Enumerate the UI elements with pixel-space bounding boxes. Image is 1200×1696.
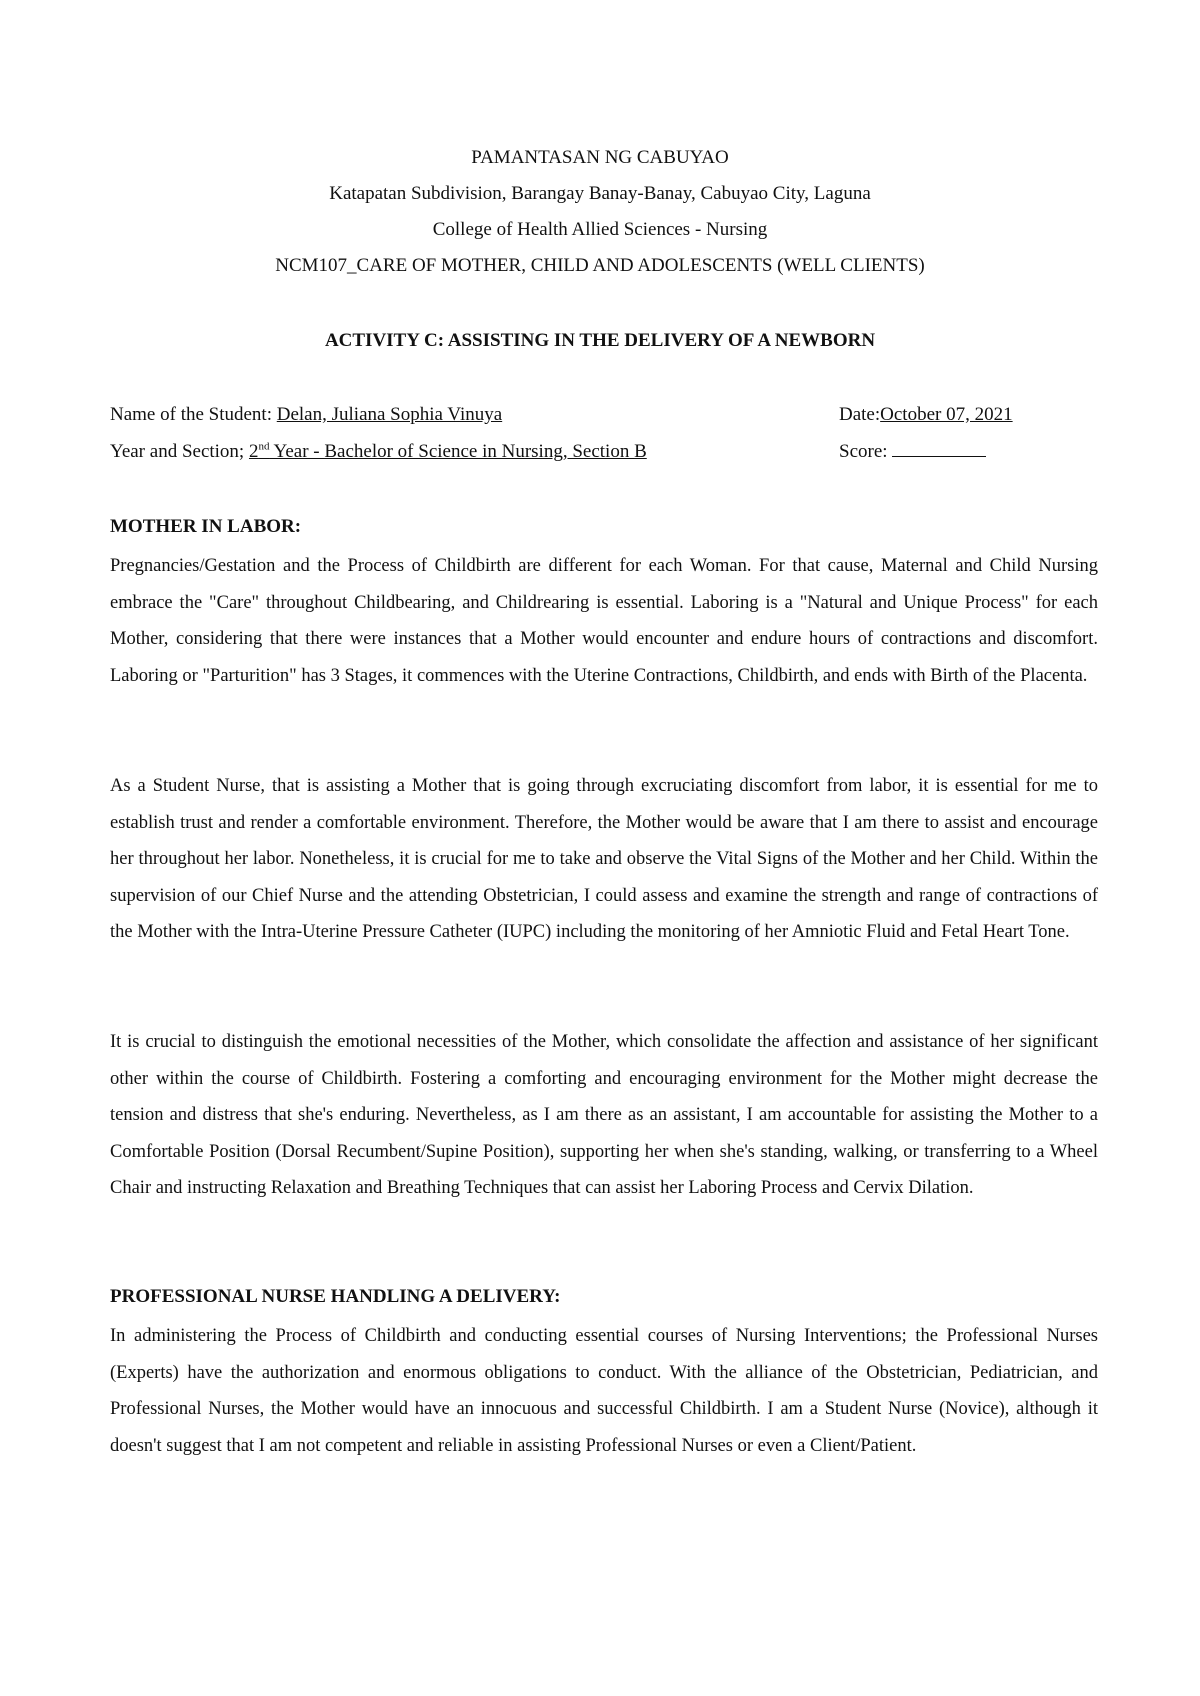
student-name-field [110,400,502,430]
score-label: Score: [839,441,893,462]
activity-title: ACTIVITY C: ASSISTING IN THE DELIVERY OF A NEWBORN [324,330,876,351]
paragraph-labor-2: As a Student Nurse, that is assisting a Mother that is going through excruciating discomfort from labor, it is essential for me to establish trust and render a comfortable environment. Therefore, the Mother would be aware that I am there to assist and encourage her throughout her labor. Nonetheless, it is crucial for me to take and observe the Vital Signs of the Mother and her Child. Within the supervision of our Chief Nurse and the attending Obstetrician, I could assess and examine the strength and range of contractions of the Mother with the Intra-Uterine Pressure Catheter (IUPC) including the monitoring of her Amniotic Fluid and Fetal Heart Tone. [110,776,1098,942]
document-header [0,140,1200,284]
paragraph-labor-3: It is crucial to distinguish the emotional necessities of the Mother, which consolidate the affection and assistance of her significant other within the course of Childbirth. Fostering a comforting and encouraging environment for the Mother might decrease the tension and distress that she's enduring. Nevertheless, as I am there as an assistant, I am accountable for assisting the Mother to a Comfortable Position (Dorsal Recumbent/Supine Position), supporting her when she's standing, walking, or transferring to a Wheel Chair and instructing Relaxation and Breathing Techniques that can assist her Laboring Process and Cervix Dilation. [110,1032,1098,1198]
date-value: October 07, 2021 [880,404,1013,425]
section-heading-mother-in-labor: MOTHER IN LABOR: [110,516,302,537]
student-name-label: Name of the Student: [110,404,277,425]
student-name-value: Delan, Juliana Sophia Vinuya [276,404,503,425]
date-field [839,400,1013,430]
score-field [839,437,986,467]
year-section-field [110,437,647,467]
section-heading-professional-nurse: PROFESSIONAL NURSE HANDLING A DELIVERY: [110,1286,561,1307]
university-address: Katapatan Subdivision, Barangay Banay-Banay, Cabuyao City, Laguna [329,183,871,204]
paragraph-labor-1: Pregnancies/Gestation and the Process of Childbirth are different for each Woman. For that cause, Maternal and Child Nursing embrace the "Care" throughout Childbearing, and Childrearing is essential. Laboring is a "Natural and Unique Process" for each Mother, considering that there were instances that a Mother would encounter and endure hours of contractions and discomfort. Laboring or "Parturition" has 3 Stages, it commences with the Uterine Contractions, Childbirth, and ends with Birth of the Placenta. [110,556,1098,686]
year-section-text: Year - Bachelor of Science in Nursing, Section B [269,441,647,462]
college-name: College of Health Allied Sciences - Nursing [432,219,768,240]
year-section-label: Year and Section; [110,441,249,462]
year-number: 2 [248,441,259,462]
score-blank-line [892,438,986,457]
course-title: NCM107_CARE OF MOTHER, CHILD AND ADOLESCENTS (WELL CLIENTS) [275,255,925,276]
university-name: PAMANTASAN NG CABUYAO [471,147,729,168]
paragraph-professional-1: In administering the Process of Childbirth and conducting essential courses of Nursing Interventions; the Professional Nurses (Experts) have the authorization and enormous obligations to conduct. With the alliance of the Obstetrician, Pediatrician, and Professional Nurses, the Mother would have an innocuous and successful Childbirth. I am a Student Nurse (Novice), although it doesn't suggest that I am not competent and reliable in assisting Professional Nurses or even a Client/Patient. [110,1326,1098,1456]
year-section-value [249,441,647,462]
date-label: Date: [839,404,881,425]
year-ordinal-suffix: nd [258,440,270,453]
